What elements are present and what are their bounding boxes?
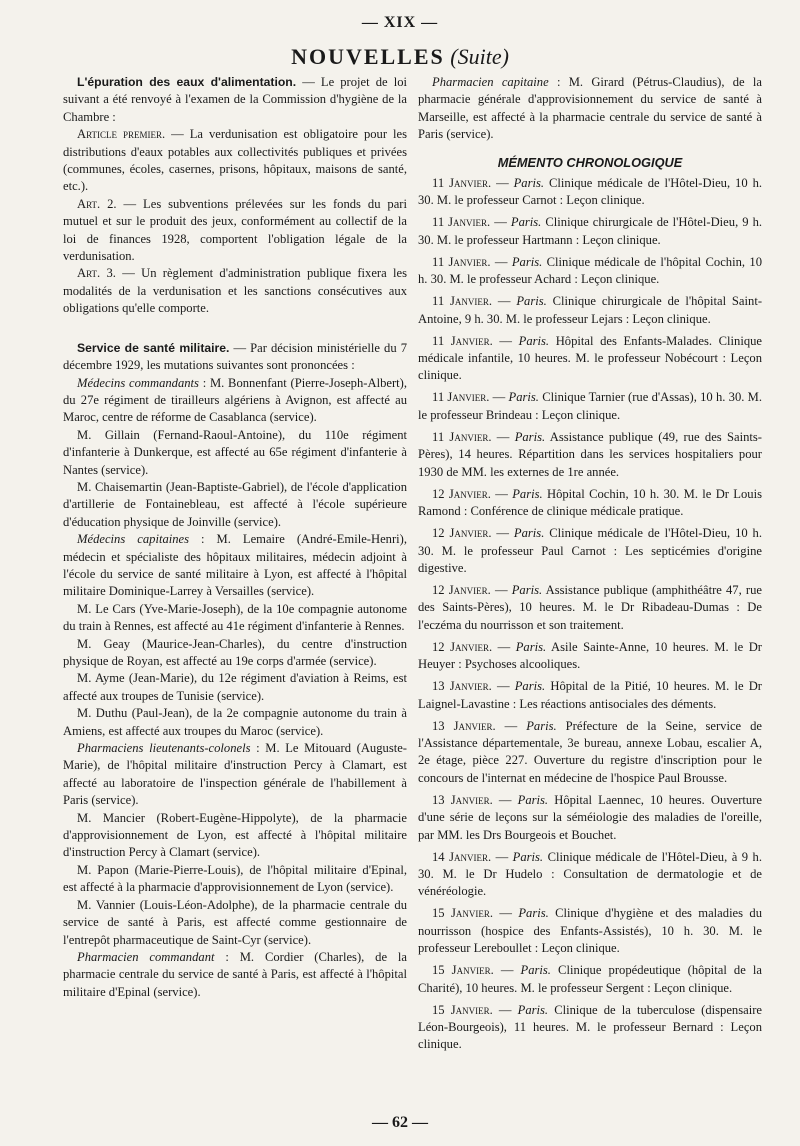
memento-heading: MÉMENTO CHRONOLOGIQUE: [497, 154, 683, 170]
rank-label: Pharmacien capitaine: [432, 75, 549, 89]
entry-text: Hôpital des Enfants-Malades. Clinique médicale infantile, 10 heures. M. le professeur Nobécourt : Leçon clinique.: [418, 333, 762, 383]
entry-city: Paris.: [517, 1002, 549, 1017]
entry-text: Clinique Tarnier (rue d'Assas), 10 h. 30. M. le professeur Brindeau : Leçon clinique.: [418, 390, 762, 422]
entry-date: 13 Janvier.: [432, 718, 496, 733]
entry-date: 11 Janvier.: [432, 294, 493, 309]
article-3-text: — Un règlement d'administration publique fixera les modalités de la verdunisation et les sanctions consécutives aux obligations qu'elle comporte.: [63, 266, 407, 316]
entry-text: Clinique de la tuberculose (dispensaire Léon-Bourgeois), 11 heures. M. le professeur Bernard : Leçon clinique.: [418, 1002, 762, 1052]
memento-entry: 15 Janvier. — Paris. Clinique d'hygiène et des maladies du nourrisson (hospice des Enfants-Assistés), 10 h. 30. M. le professeur Lereboullet : Leçon clinique.: [418, 906, 763, 956]
memento-entry: 12 Janvier. — Paris. Asile Sainte-Anne, 10 heures. M. le Dr Heuyer : Psychoses alcooliques.: [418, 639, 762, 672]
memento-entry: 11 Janvier. — Paris. Clinique chirurgicale de l'hôpital Saint-Antoine, 9 h. 30. M. le professeur Lejars : Leçon clinique.: [418, 294, 763, 326]
memento-entry: 15 Janvier. — Paris. Clinique propédeutique (hôpital de la Charité), 10 heures. M. le professeur Sergent : Leçon clinique.: [418, 963, 762, 995]
memento-entry: 11 Janvier. — Paris. Clinique médicale de l'hôpital Cochin, 10 h. 30. M. le professeur Achard : Leçon clinique.: [418, 254, 762, 287]
entry-date: 12 Janvier.: [432, 639, 493, 654]
memento-entry: 11 Janvier. — Paris. Clinique Tarnier (rue d'Assas), 10 h. 30. M. le professeur Brindeau : Leçon clinique.: [418, 390, 762, 422]
rank-label: Médecins commandants: [77, 375, 199, 390]
sante-paragraph-text: : M. Le Mitouard (Auguste-Marie), de l'hôpital militaire d'instruction Percy à Clamart, est affecté au laboratoire de l'inspection générale de l'habillement à Paris (service).: [63, 741, 408, 808]
sante-paragraph: M. Gillain (Fernand-Raoul-Antoine), du 110e régiment d'infanterie à Dunkerque, est affecté au 65e régiment d'infanterie à Nantes (service).: [63, 427, 407, 477]
memento-entry: 13 Janvier. — Paris. Hôpital de la Pitié, 10 heures. M. le Dr Laignel-Lavastine : Les réactions antisociales des déments.: [418, 679, 762, 711]
sante-paragraph-text: : M. Bonnenfant (Pierre-Joseph-Albert), du 27e régiment de tirailleurs algériens à Avignon, est affecté au Maroc, centre de réforme de Casablanca (service).: [63, 375, 407, 425]
entry-date: 14 Janvier.: [432, 849, 492, 864]
sante-paragraph: M. Papon (Marie-Pierre-Louis), de l'hôpital militaire d'Epinal, est affecté à la pharmacie d'approvisionnement de Lyon (service).: [63, 862, 407, 895]
entry-date: 11 Janvier.: [432, 333, 493, 348]
entry-date: 13 Janvier.: [432, 679, 492, 694]
pharmacien-capitaine: [418, 74, 762, 144]
entry-text: Préfecture de la Seine, service de l'Assistance départementale, 3e bureau, annexe Lobau, escalier A, 2e étage, pièce 227. Ouverture du registre d'inscription pour le concours de l'internat en médecine de l'hospice Paul Brousse.: [418, 718, 763, 785]
entry-text: Assistance publique (amphithéâtre 47, rue des Saints-Pères), 10 heures. M. le Dr Ribadeau-Dumas : De l'eczéma du nourrisson et son traitement.: [418, 582, 762, 632]
entry-text: Clinique chirurgicale de l'Hôtel-Dieu, 9 h. 30. M. le professeur Hartmann : Leçon clinique.: [418, 215, 763, 247]
memento-entry: 11 Janvier. — Paris. Clinique chirurgicale de l'Hôtel-Dieu, 9 h. 30. M. le professeur Hartmann : Leçon clinique.: [418, 215, 763, 247]
sante-paragraph: M. Ayme (Jean-Marie), du 12e régiment d'aviation à Reims, est affecté aux troupes de Tunisie (service).: [63, 671, 407, 703]
entry-text: Clinique médicale de l'Hôtel-Dieu, à 9 h. 30. M. le Dr Hudelo : Consultation de dermatologie et de vénéréologie.: [418, 849, 762, 899]
left-column: [63, 74, 407, 1001]
memento-entry: 11 Janvier. — Paris. Assistance publique (49, rue des Saints-Pères), 14 heures. Répartition dans les services hospitaliers pour 1930 de MM. les externes de 1re année.: [418, 429, 762, 479]
entry-text: Hôpital de la Pitié, 10 heures. M. le Dr Laignel-Lavastine : Les réactions antisociales des déments.: [418, 679, 762, 711]
entry-text: Asile Sainte-Anne, 10 heures. M. le Dr Heuyer : Psychoses alcooliques.: [418, 639, 762, 672]
memento-entry: 13 Janvier. — Paris. Préfecture de la Seine, service de l'Assistance départementale, 3e bureau, annexe Lobau, escalier A, 2e étage, pièce 227. Ouverture du registre d'inscription pour le concours de l'internat en médecine de l'hospice Paul Brousse.: [418, 718, 763, 785]
sante-paragraph: M. Chaisemartin (Jean-Baptiste-Gabriel), de l'école d'application d'artillerie de Fontainebleau, est affecté à l'école supérieure d'éducation physique de Joinville (service).: [63, 479, 407, 529]
epuration-intro-text: — Le projet de loi suivant a été renvoyé à l'examen de la Commission d'hygiène de la Chambre :: [63, 75, 407, 124]
memento-entry: 11 Janvier. — Paris. Hôpital des Enfants-Malades. Clinique médicale infantile, 10 heures. M. le professeur Nobécourt : Leçon clinique.: [418, 333, 762, 383]
article-3-label: Art. 3.: [77, 266, 116, 281]
entry-date: 11 Janvier.: [432, 390, 490, 405]
sante-paragraph: M. Le Cars (Yve-Marie-Joseph), de la 10e compagnie autonome du train à Rennes, est affecté au 41e régiment d'infanterie à Rennes.: [63, 601, 407, 634]
sante-paragraph: [63, 375, 407, 427]
rank-label: Pharmaciens lieutenants-colonels: [77, 741, 251, 756]
rank-label: Médecins capitaines: [77, 532, 190, 547]
entry-city: Paris.: [513, 176, 545, 191]
entry-city: Paris.: [520, 963, 551, 978]
right-column: [418, 74, 762, 1058]
entry-date: 11 Janvier.: [432, 254, 491, 269]
entry-text: Assistance publique (49, rue des Saints-Pères), 14 heures. Répartition dans les services hospitaliers pour 1930 de MM. les externes de 1re année.: [418, 429, 762, 479]
sante-intro-text: — Par décision ministérielle du 7 décembre 1929, les mutations suivantes sont prononcées :: [63, 340, 407, 373]
memento-entry: 12 Janvier. — Paris. Assistance publique (amphithéâtre 47, rue des Saints-Pères), 10 heures. M. le Dr Ribadeau-Dumas : De l'eczéma du nourrisson et son traitement.: [418, 582, 762, 632]
sante-intro: [63, 340, 407, 375]
sante-paragraph: [63, 949, 407, 1001]
sante-paragraph: [63, 531, 407, 601]
entry-city: Paris.: [511, 254, 543, 269]
entry-date: 12 Janvier.: [432, 526, 492, 541]
entry-text: Clinique propédeutique (hôpital de la Charité), 10 heures. M. le professeur Sergent : Leçon clinique.: [418, 963, 762, 995]
memento-entry: 14 Janvier. — Paris. Clinique médicale de l'Hôtel-Dieu, à 9 h. 30. M. le Dr Hudelo : Consultation de dermatologie et de vénéréologie.: [418, 849, 762, 899]
entry-city: Paris.: [512, 486, 543, 501]
entry-text: Clinique médicale de l'Hôtel-Dieu, 10 h. 30. M. le professeur Carnot : Leçon clinique.: [418, 176, 763, 208]
entry-city: Paris.: [515, 639, 547, 654]
sante-paragraph: M. Geay (Maurice-Jean-Charles), du centre d'instruction physique de Royan, est affecté au 19e corps d'armée (service).: [63, 636, 407, 668]
memento-entry: 11 Janvier. — Paris. Clinique médicale de l'Hôtel-Dieu, 10 h. 30. M. le professeur Carnot : Leçon clinique.: [418, 176, 763, 208]
rank-label: Pharmacien commandant: [77, 949, 215, 964]
article-2-label: Art. 2.: [77, 196, 117, 211]
title-suffix: (Suite): [450, 44, 509, 69]
entry-city: Paris.: [526, 718, 557, 733]
entry-text: Hôpital Cochin, 10 h. 30. M. le Dr Louis Ramond : Conférence de clinique médicale pratique.: [418, 486, 762, 519]
article-1-label: Article premier.: [77, 127, 166, 142]
entry-date: 11 Janvier.: [432, 429, 492, 444]
entry-date: 11 Janvier.: [432, 176, 492, 191]
entry-city: Paris.: [510, 215, 542, 230]
entry-city: Paris.: [517, 792, 549, 807]
epuration-heading: L'épuration des eaux d'alimentation.: [77, 75, 297, 89]
epuration-intro: [63, 74, 407, 126]
entry-date: 15 Janvier.: [432, 963, 494, 978]
article-1: [63, 126, 407, 196]
entry-city: Paris.: [516, 294, 547, 309]
sante-paragraph: [63, 740, 407, 810]
entry-text: Clinique médicale de l'hôpital Cochin, 10 h. 30. M. le professeur Achard : Leçon clinique.: [418, 254, 762, 287]
article-2: [63, 196, 407, 266]
entry-city: Paris.: [514, 429, 546, 444]
pharmacien-capitaine-text: : M. Girard (Pétrus-Claudius), de la pharmacie générale d'approvisionnement du service de santé à Marseille, est affecté à la pharmacie centrale du service de santé à Paris (service).: [418, 75, 762, 142]
entry-city: Paris.: [514, 679, 546, 694]
entry-city: Paris.: [513, 526, 545, 541]
entry-city: Paris.: [518, 333, 550, 348]
sante-paragraph: M. Duthu (Paul-Jean), de la 2e compagnie autonome du train à Amiens, est affecté aux troupes du Maroc (service).: [63, 706, 407, 738]
entry-text: Clinique d'hygiène et des maladies du nourrisson (hospice des Enfants-Assistés), 10 h. 30. M. le professeur Lereboullet : Leçon clinique.: [418, 906, 763, 956]
memento-list: [418, 175, 762, 1054]
entry-date: 15 Janvier.: [432, 1002, 493, 1017]
page-number: — 62 —: [372, 1114, 428, 1131]
entry-date: 12 Janvier.: [432, 582, 491, 597]
page-title: [0, 44, 800, 70]
entry-city: Paris.: [508, 390, 539, 405]
sante-heading: Service de santé militaire.: [77, 340, 230, 355]
entry-date: 13 Janvier.: [432, 792, 493, 807]
sante-paragraph-text: : M. Cordier (Charles), de la pharmacie centrale du service de santé à Paris, est affecté à l'hôpital militaire d'Epinal (service).: [63, 949, 407, 999]
entry-text: Clinique médicale de l'Hôtel-Dieu, 10 h. 30. M. le professeur Paul Carnot : Les septicémies d'origine digestive.: [418, 526, 762, 575]
sante-paragraph-text: : M. Lemaire (André-Emile-Henri), médecin et spécialiste des hôpitaux militaires, médecin adjoint à l'école du service de santé militaire à Lyon, est affecté à l'hôpital militaire Dominique-Larrey à Versailles (service).: [63, 532, 407, 599]
sante-paragraph: M. Mancier (Robert-Eugène-Hippolyte), de la pharmacie d'approvisionnement de Lyon, est affecté à l'hôpital militaire d'instruction Percy à Clamart (service).: [63, 810, 407, 860]
entry-text: Clinique chirurgicale de l'hôpital Saint-Antoine, 9 h. 30. M. le professeur Lejars : Leçon clinique.: [418, 294, 763, 326]
memento-entry: 12 Janvier. — Paris. Hôpital Cochin, 10 h. 30. M. le Dr Louis Ramond : Conférence de clinique médicale pratique.: [418, 486, 762, 519]
entry-date: 15 Janvier.: [432, 906, 494, 921]
entry-date: 11 Janvier.: [432, 215, 491, 230]
section-numeral: — XIX —: [361, 14, 439, 31]
memento-entry: 15 Janvier. — Paris. Clinique de la tuberculose (dispensaire Léon-Bourgeois), 11 heures. M. le professeur Bernard : Leçon clinique.: [418, 1002, 762, 1052]
entry-city: Paris.: [518, 906, 549, 921]
entry-text: Hôpital Laennec, 10 heures. Ouverture d'une série de leçons sur la séméiologie des maladies de l'oreille, par MM. les Drs Bourgeois et Bouchet.: [418, 792, 762, 842]
article-2-text: — Les subventions prélevées sur les fonds du pari mutuel et sur le produit des jeux, conformément au collectif de la loi de finances 1928, comportent l'obligation légale de la verdunisation.: [63, 196, 407, 264]
entry-city: Paris.: [512, 849, 544, 864]
sante-paragraph: M. Vannier (Louis-Léon-Adolphe), de la pharmacie centrale du service de santé à Paris, est affecté comme gestionnaire de l'entrepôt pharmaceutique de Saint-Cyr (service).: [63, 897, 407, 947]
title-main: NOUVELLES: [291, 44, 445, 69]
entry-city: Paris.: [511, 582, 543, 597]
entry-date: 12 Janvier.: [432, 486, 491, 501]
article-1-text: — La verdunisation est obligatoire pour les distributions d'eaux potables aux collectivités publiques et privées (communes, écoles, casernes, prisons, hôpitaux, maisons de santé, etc.).: [63, 127, 407, 194]
memento-entry: 13 Janvier. — Paris. Hôpital Laennec, 10 heures. Ouverture d'une série de leçons sur la séméiologie des maladies de l'oreille, par MM. les Drs Bourgeois et Bouchet.: [418, 792, 762, 842]
article-3: [63, 265, 407, 317]
memento-entry: 12 Janvier. — Paris. Clinique médicale de l'Hôtel-Dieu, 10 h. 30. M. le professeur Paul Carnot : Les septicémies d'origine digestive.: [418, 526, 762, 575]
